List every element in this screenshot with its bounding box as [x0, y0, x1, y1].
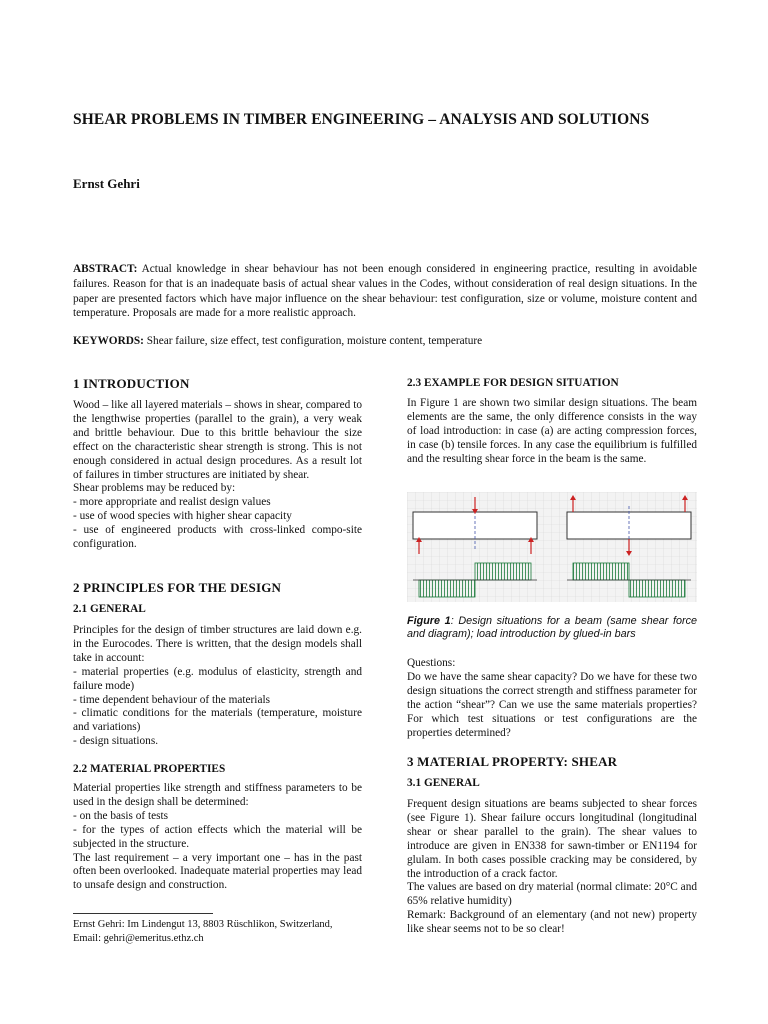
shear-paragraph: Frequent design situations are beams subjected to shear forces (see Figure 1). Shear failure occurs longitudinal (longitudinal shear or shear parallel to the grain). The shear values to introduce are given in EN338 for sawn-timber or EN1194 for glulam. In both cases possible cracking may be considered, by the introduction of a crack factor.: [407, 798, 697, 880]
footnote-address: Ernst Gehri: Im Lindengut 13, 8803 Rüschlikon, Switzerland,: [73, 919, 333, 930]
list-item: - use of wood species with higher shear capacity: [73, 510, 292, 523]
list-item: - use of engineered products with cross-linked compo-site configuration.: [73, 524, 362, 551]
author-name: Ernst Gehri: [73, 176, 140, 191]
questions-label: Questions:: [407, 657, 456, 669]
paper-title: SHEAR PROBLEMS IN TIMBER ENGINEERING – ANALYSIS AND SOLUTIONS: [73, 111, 650, 128]
section-2-3-heading: 2.3 EXAMPLE FOR DESIGN SITUATION: [407, 377, 619, 389]
intro-list-intro: Shear problems may be reduced by:: [73, 482, 236, 495]
shear-diagram-b-positive: [573, 563, 629, 580]
section-3-1-heading: 3.1 GENERAL: [407, 777, 480, 789]
list-item: - climatic conditions for the materials (temperature, moisture and variations): [73, 707, 362, 734]
section-1-body: [73, 399, 362, 552]
list-item: - time dependent behaviour of the materials: [73, 693, 270, 706]
figure-1-caption: [407, 615, 697, 641]
keywords-text: Shear failure, size effect, test configuration, moisture content, temperature: [143, 335, 483, 347]
questions-block: [407, 657, 697, 740]
shear-paragraph-2: The values are based on dry material (normal climate: 20°C and 65% relative humidity): [407, 881, 697, 908]
figure-1: [407, 492, 697, 602]
material-paragraph-2: The last requirement – a very important one – has in the past often been overlooked. Inadequate material properties may lead to unsafe design and construction.: [73, 851, 362, 892]
section-3-1-body: [407, 798, 697, 937]
list-item: - more appropriate and realist design values: [73, 496, 271, 509]
footnote-email: Email: gehri@emeritus.ethz.ch: [73, 933, 204, 944]
list-item: - for the types of action effects which the material will be subjected in the structure.: [73, 823, 362, 850]
abstract-text: Actual knowledge in shear behaviour has not been enough considered in engineering practice, resulting in avoidable failures. Reason for that is an inadequate basis of actual shear values in the Codes, without consideration of real design situations. In the paper are presented factors which have major influence on the shear behaviour: test configuration, size or volume, moisture content and temperature. Proposals are made for a more realistic approach.: [73, 263, 697, 320]
general-paragraph: Principles for the design of timber structures are laid down e.g. in the Eurocodes. There is written, that the design models shall take in account:: [73, 624, 362, 664]
questions-text: Do we have the same shear capacity? Do we have for these two design situations the correct strength and stiffness parameter for the action “shear”? Can we use the same materials properties? For which test situations or test configurations are the properties determined?: [407, 670, 697, 739]
abstract-label: ABSTRACT:: [73, 263, 138, 275]
list-item: - material properties (e.g. modulus of elasticity, strength and failure mode): [73, 665, 362, 692]
footnote-rule: [73, 913, 213, 914]
figure-label: Figure 1: [407, 615, 451, 627]
keywords: [73, 334, 697, 349]
section-2-3-paragraph: In Figure 1 are shown two similar design situations. The beam elements are the same, the only difference consists in the way of load introduction: in case (a) are acting compression forces, in case (b) tensile forces. In any case the equilibrium is fulfilled and the resulting shear force in the beam is the same.: [407, 397, 697, 465]
keywords-label: KEYWORDS:: [73, 335, 144, 347]
shear-diagram-a-positive: [475, 563, 531, 580]
section-2-2-heading: 2.2 MATERIAL PROPERTIES: [73, 763, 226, 775]
shear-remark: Remark: Background of an elementary (and not new) property like shear seems not to be so clear!: [407, 909, 697, 936]
section-2-2-body: [73, 782, 362, 893]
list-item: - on the basis of tests: [73, 809, 169, 822]
shear-diagram-a-negative: [419, 580, 475, 597]
list-item: - design situations.: [73, 735, 159, 748]
abstract: [73, 262, 697, 321]
figure-caption-text: : Design situations for a beam (same shear force and diagram); load introduction by glued-in bars: [407, 615, 697, 640]
intro-paragraph: Wood – like all layered materials – shows in shear, compared to the lengthwise properties (parallel to the grain), a very weak and brittle behaviour. Due to this brittle behaviour the size effect on the characteristic shear strength is strong. This is not enough considered in actual design procedures. As a result lot of failures in timber structures are initiated by shear.: [73, 399, 362, 481]
footnote: [73, 918, 373, 946]
shear-diagram-b-negative: [629, 580, 685, 597]
section-1-heading: 1 INTRODUCTION: [73, 376, 190, 391]
section-2-heading: 2 PRINCIPLES FOR THE DESIGN: [73, 580, 282, 595]
section-3-heading: 3 MATERIAL PROPERTY: SHEAR: [407, 754, 618, 769]
beam-diagram: [407, 492, 697, 602]
section-2-1-body: [73, 624, 362, 749]
section-2-1-heading: 2.1 GENERAL: [73, 603, 146, 615]
material-paragraph: Material properties like strength and stiffness parameters to be used in the design shall be determined:: [73, 782, 362, 808]
